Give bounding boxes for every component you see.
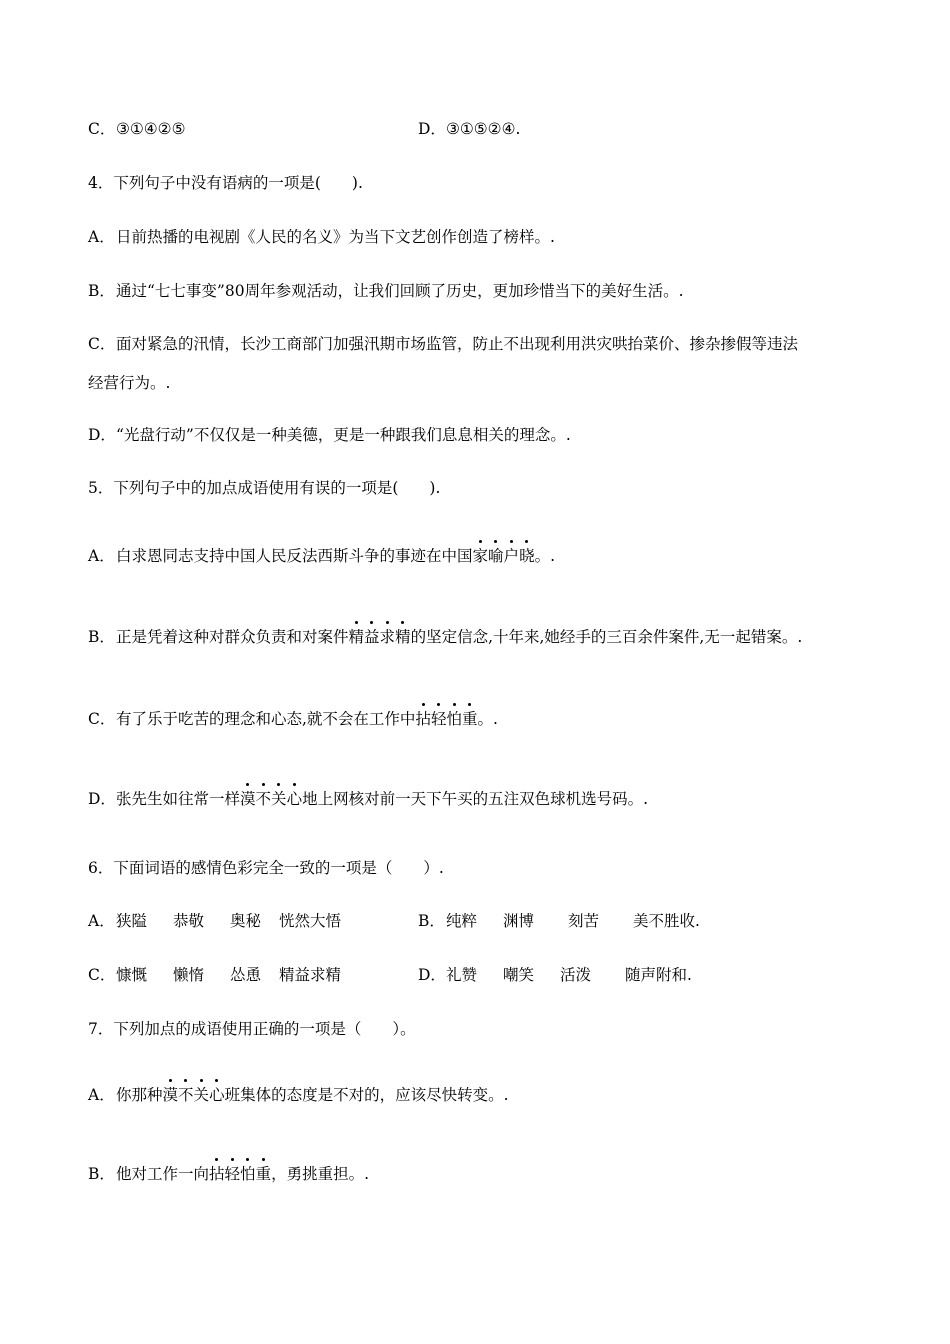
emphasized-char: 精 xyxy=(395,628,411,646)
option-text: 正是凭着这种对群众负责和对案件 xyxy=(116,628,349,646)
option-label: C． xyxy=(88,966,116,984)
q4-stem: 4．下列句子中没有语病的一项是( ). xyxy=(88,174,363,192)
option-label: A． xyxy=(88,912,115,930)
option-text: ③①⑤②④. xyxy=(446,120,521,138)
option-text: 通过“七七事变”80周年参观活动，让我们回顾了历史，更加珍惜当下的美好生活。. xyxy=(116,282,684,300)
emphasized-char: 不 xyxy=(178,1086,194,1104)
word: 狭隘 xyxy=(116,912,148,930)
option-text: 地上网核对前一天下午买的五注双色球机选号码。. xyxy=(302,790,649,808)
option-label: D． xyxy=(88,426,116,444)
option-label: A． xyxy=(88,228,115,246)
emphasized-char: 怕 xyxy=(446,710,462,728)
option-label: D． xyxy=(418,966,446,984)
option-text: 面对紧急的汛情，长沙工商部门加强汛期市场监管，防止不出现利用洪灾哄抬菜价、掺杂掺假等违法 xyxy=(116,335,799,353)
q6-stem: 6．下面词语的感情色彩完全一致的一项是（ ）. xyxy=(88,859,444,877)
word: 嘲笑 xyxy=(503,966,535,984)
emphasized-char: 不 xyxy=(255,790,272,808)
emphasized-char: 精 xyxy=(348,628,365,646)
word: 恭敬 xyxy=(173,912,205,930)
q5-option-d xyxy=(88,788,648,810)
q4-option-d xyxy=(88,424,571,446)
option-text: 白求恩同志支持中国人民反法西斯斗争的事迹在中国 xyxy=(116,547,473,565)
emphasized-char: 关 xyxy=(271,790,287,808)
option-text: ，勇挑重担。. xyxy=(271,1165,370,1183)
emphasized-char: 重 xyxy=(255,1165,272,1183)
option-text: 有了乐于吃苦的理念和心态,就不会在工作中 xyxy=(116,710,416,728)
option-label: B． xyxy=(88,282,115,300)
option-text: 。. xyxy=(534,547,556,565)
q3-option-c xyxy=(88,118,185,140)
option-text: 班集体的态度是不对的，应该尽快转变。. xyxy=(224,1086,509,1104)
word: 美不胜收. xyxy=(633,912,700,930)
emphasized-char: 家 xyxy=(472,547,489,565)
emphasized-char: 心 xyxy=(286,790,303,808)
q5-option-c xyxy=(88,708,498,730)
q4-option-a xyxy=(88,226,555,248)
word: 礼赞 xyxy=(446,966,478,984)
option-label: C． xyxy=(88,120,116,138)
option-text: 。. xyxy=(477,710,498,728)
option-text: “光盘行动”不仅仅是一种美德，更是一种跟我们息息相关的理念。. xyxy=(116,426,571,444)
option-text: 你那种 xyxy=(116,1086,163,1104)
q5-option-a xyxy=(88,545,555,567)
word: 活泼 xyxy=(560,966,592,984)
q6-option-a xyxy=(88,910,341,932)
q7-option-b xyxy=(88,1163,369,1185)
option-label: C． xyxy=(88,335,116,353)
option-label: B． xyxy=(88,1165,115,1183)
q7-stem: 7．下列加点的成语使用正确的一项是（ ）。 xyxy=(88,1020,416,1038)
q4-option-b xyxy=(88,280,684,302)
word: 懒惰 xyxy=(173,966,205,984)
emphasized-char: 拈 xyxy=(209,1165,225,1183)
emphasized-char: 漠 xyxy=(162,1086,179,1104)
emphasized-char: 户 xyxy=(503,547,520,565)
word: 刻苦 xyxy=(568,912,600,930)
emphasized-char: 轻 xyxy=(224,1165,241,1183)
emphasized-char: 喻 xyxy=(488,547,504,565)
option-text: 的坚定信念,十年来,她经手的三百余件案件,无一起错案。. xyxy=(410,628,803,646)
word: 渊博 xyxy=(503,912,535,930)
q5-option-b xyxy=(88,626,802,648)
emphasized-char: 益 xyxy=(364,628,380,646)
option-text: 张先生如往常一样 xyxy=(116,790,241,808)
q6-option-c xyxy=(88,964,341,986)
option-text: ③①④②⑤ xyxy=(116,120,186,138)
word: 纯粹 xyxy=(446,912,478,930)
option-label: A． xyxy=(88,547,115,565)
q3-option-d xyxy=(418,118,520,140)
emphasized-char: 轻 xyxy=(430,710,447,728)
emphasized-char: 晓 xyxy=(519,547,535,565)
q7-option-a xyxy=(88,1084,509,1106)
emphasized-char: 重 xyxy=(461,710,478,728)
word: 奥秘 xyxy=(230,912,262,930)
emphasized-char: 漠 xyxy=(240,790,256,808)
word: 怂恿 xyxy=(230,966,262,984)
word: 随声附和. xyxy=(625,966,692,984)
q6-option-d xyxy=(418,964,692,986)
option-label: D． xyxy=(88,790,116,808)
emphasized-char: 拈 xyxy=(415,710,431,728)
word: 恍然大悟 xyxy=(279,912,342,930)
option-text: 日前热播的电视剧《人民的名义》为当下文艺创作创造了榜样。. xyxy=(116,228,555,246)
option-label: A． xyxy=(88,1086,115,1104)
word: 慷慨 xyxy=(116,966,148,984)
emphasized-char: 关 xyxy=(193,1086,210,1104)
q5-stem: 5．下列句子中的加点成语使用有误的一项是( ). xyxy=(88,479,441,497)
q4-option-c xyxy=(88,333,798,355)
option-label: B． xyxy=(418,912,445,930)
emphasized-char: 求 xyxy=(379,628,396,646)
option-label: B． xyxy=(88,628,115,646)
q4-option-c-continued: 经营行为。. xyxy=(88,374,171,392)
option-label: C． xyxy=(88,710,116,728)
option-label: D． xyxy=(418,120,446,138)
option-text: 他对工作一向 xyxy=(116,1165,210,1183)
word: 精益求精 xyxy=(279,966,342,984)
emphasized-char: 怕 xyxy=(240,1165,256,1183)
q6-option-b xyxy=(418,910,700,932)
emphasized-char: 心 xyxy=(209,1086,225,1104)
